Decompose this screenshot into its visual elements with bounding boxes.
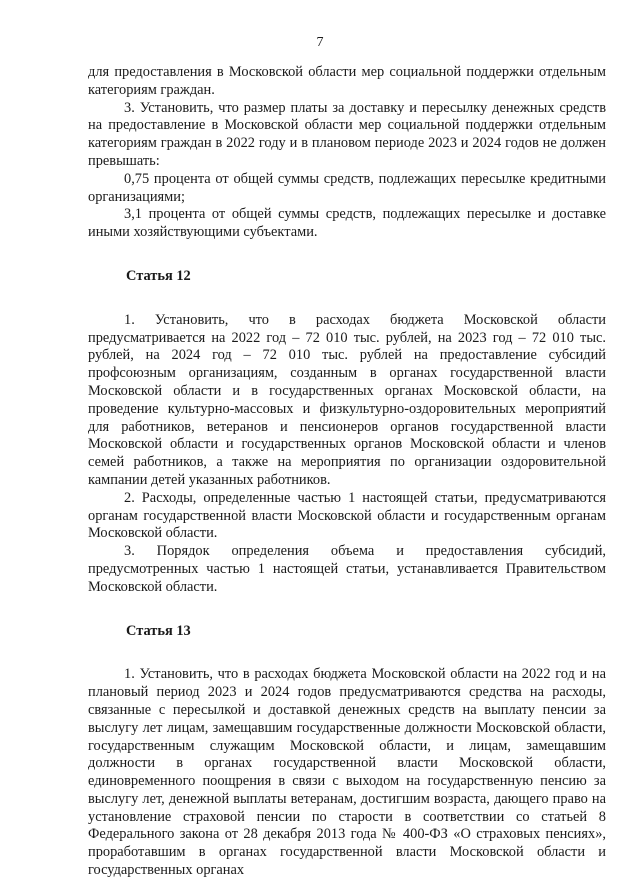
article-13-heading: Статья 13	[126, 622, 191, 639]
article-13-part-1: 1. Установить, что в расходах бюджета Московской области на 2022 год и на плановый период 2023 и 2024 годов предусматриваются средства на расходы, связанные с пересылкой и доставкой денежных средств на выплату пенсии за выслугу лет лицам, замещавшим государственные должности Московской области, государственным служащим Московской области, и лицам, замещавшим должности в органах государственной власти Московской области, единовременного поощрения в связи с выходом на государственную пенсию за выслугу лет, денежной выплаты ветеранам, достигшим возраста, дающего право на установление страховой пенсии по старости в соответствии со статьей 8 Федерального закона от 28 декабря 2013 года № 400-ФЗ «О страховых пенсиях», проработавшим в органах государственной власти Московской области и государственных органах	[88, 666, 606, 879]
article-12-part-1: 1. Установить, что в расходах бюджета Московской области предусматривается на 2022 год – 72 010 тыс. рублей, на 2023 год – 72 010 тыс. рублей, на 2024 год – 72 010 тыс. рублей на предоставление субсидий профсоюзным организациям, созданным в органах государственной власти Московской области и в государственных органах Московской области, на проведение культурно-массовых и физкультурно-оздоровительных мероприятий для работников, ветеранов и пенсионеров органов государственной власти Московской области и государственных органов Московской области и членов семей работников, а также на мероприятия по организации оздоровительной кампании детей указанных работников.	[88, 311, 606, 488]
paragraph-rate-other: 3,1 процента от общей суммы средств, подлежащих пересылке и доставке иными хозяйствующими субъектами.	[88, 206, 606, 241]
article-12-part-3: 3. Порядок определения объема и предоставления субсидий, предусмотренных частью 1 настоящей статьи, устанавливается Правительством Московской области.	[88, 543, 606, 595]
document-body	[88, 64, 606, 880]
page-number: 7	[316, 35, 324, 50]
article-12-part-2: 2. Расходы, определенные частью 1 настоящей статьи, предусматриваются органам государственной власти Московской области и государственным органам Московской области.	[88, 489, 606, 542]
paragraph-continuation: для предоставления в Московской области мер социальной поддержки отдельным категориям граждан.	[88, 64, 606, 98]
paragraph-rate-credit: 0,75 процента от общей суммы средств, подлежащих пересылке кредитными организациями;	[88, 170, 606, 205]
article-12-heading: Статья 12	[126, 267, 191, 284]
paragraph-item-3: 3. Установить, что размер платы за доставку и пересылку денежных средств на предоставление в Московской области мер социальной поддержки отдельным категориям граждан в 2022 году и в плановом периоде 2023 и 2024 годов не должен превышать:	[88, 99, 606, 169]
